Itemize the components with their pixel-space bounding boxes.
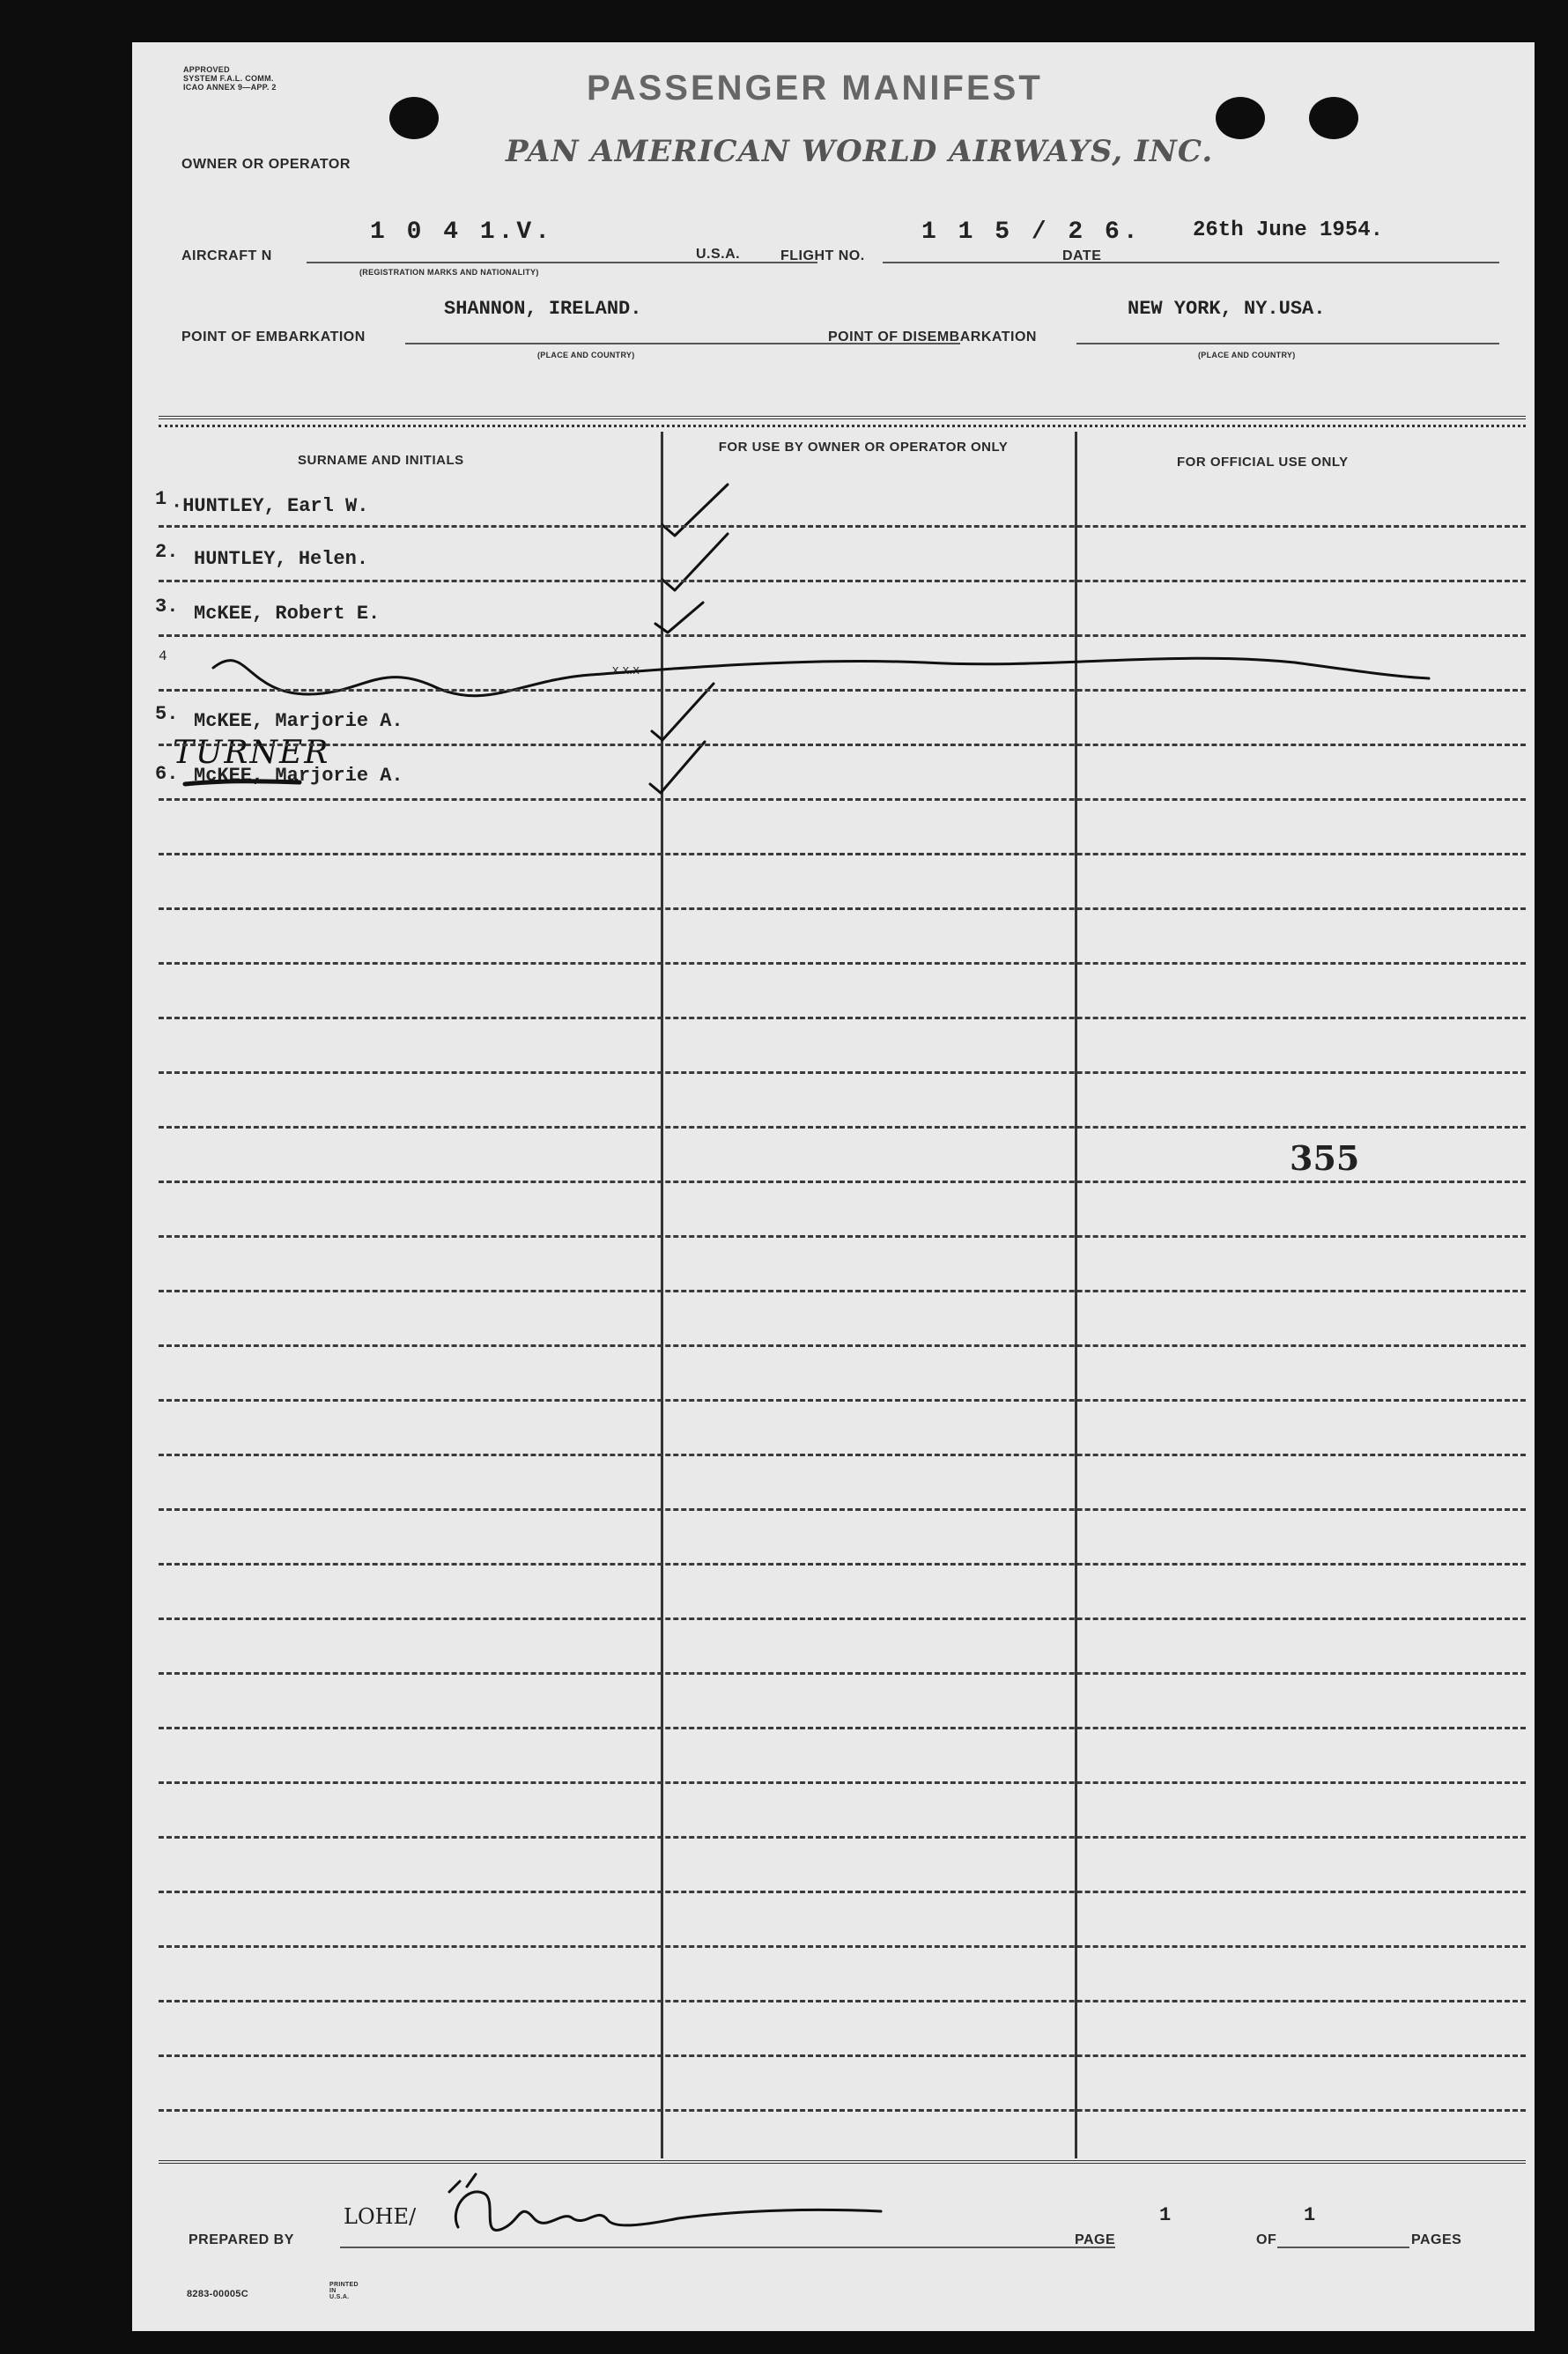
- table-row-line: [159, 1617, 1526, 1620]
- flight-label: FLIGHT NO.: [780, 248, 865, 263]
- page-value: 1: [1159, 2204, 1172, 2226]
- handwritten-correction: TURNER: [173, 735, 330, 771]
- check-mark: [655, 603, 703, 633]
- approval-line: APPROVED: [183, 65, 230, 74]
- owner-label: OWNER OR OPERATOR: [181, 157, 351, 172]
- prepared-label: PREPARED BY: [189, 2232, 294, 2247]
- check-mark: [652, 684, 714, 740]
- date-value: 26th June 1954.: [1193, 218, 1384, 242]
- table-row-line: [159, 907, 1526, 910]
- aircraft-value: 1 0 4 1.V.: [370, 218, 554, 246]
- table-row-line: [159, 1399, 1526, 1402]
- approval-line: ICAO ANNEX 9—APP. 2: [183, 83, 277, 92]
- check-mark: [662, 485, 728, 536]
- owner-value: PAN AMERICAN WORLD AIRWAYS, INC.: [506, 134, 1214, 169]
- table-row-line: [159, 580, 1526, 582]
- check-mark: [650, 742, 705, 793]
- table-row-line: [159, 1071, 1526, 1074]
- page-title: PASSENGER MANIFEST: [587, 69, 1043, 107]
- signature: [455, 2192, 881, 2231]
- table-row-line: [159, 525, 1526, 528]
- passenger-number: 3.: [155, 596, 179, 618]
- date-label: DATE: [1062, 248, 1102, 263]
- table-row-line: [159, 1181, 1526, 1183]
- table-row-line: [159, 2000, 1526, 2002]
- aircraft-label: AIRCRAFT N: [181, 248, 272, 263]
- passenger-number: 6.: [155, 763, 179, 785]
- strike-correction: [185, 781, 300, 784]
- table-row-line: [159, 1126, 1526, 1129]
- of-value: 1: [1304, 2204, 1316, 2226]
- table-row-line: [159, 1563, 1526, 1566]
- table-row-line: [159, 1508, 1526, 1511]
- table-row-line: [159, 798, 1526, 801]
- pages-label: PAGES: [1411, 2232, 1462, 2247]
- passenger-number: 5.: [155, 703, 179, 725]
- table-row-line: [159, 689, 1526, 692]
- prepared-value: LOHE/: [344, 2204, 417, 2229]
- passenger-name: McKEE, Robert E.: [194, 603, 381, 625]
- country-label: U.S.A.: [696, 247, 741, 262]
- table-row-line: [159, 1836, 1526, 1839]
- passenger-name: McKEE, Marjorie A.: [194, 765, 403, 787]
- table-row-line: [159, 1781, 1526, 1784]
- column-header-owner: FOR USE BY OWNER OR OPERATOR ONLY: [718, 440, 1009, 455]
- signature-tick: [449, 2174, 476, 2192]
- passenger-number: 2.: [155, 541, 179, 563]
- table-row-line: [159, 1945, 1526, 1948]
- table-row-line: [159, 1727, 1526, 1729]
- embark-label: POINT OF EMBARKATION: [181, 329, 366, 344]
- table-row-line: [159, 1017, 1526, 1019]
- passenger-name: ·HUNTLEY, Earl W.: [171, 495, 369, 517]
- table-row-line: [159, 1235, 1526, 1238]
- row4-mark: x.x.x: [612, 663, 640, 677]
- disembark-sublabel: (PLACE AND COUNTRY): [1198, 351, 1296, 359]
- of-label: OF: [1256, 2232, 1277, 2247]
- table-row-line: [159, 744, 1526, 746]
- page-label: PAGE: [1075, 2232, 1116, 2247]
- embark-sublabel: (PLACE AND COUNTRY): [537, 351, 635, 359]
- approval-line: SYSTEM F.A.L. COMM.: [183, 74, 274, 83]
- flight-value: 1 1 5 / 2 6.: [921, 218, 1142, 246]
- embark-value: SHANNON, IRELAND.: [444, 298, 642, 320]
- table-row-line: [159, 2054, 1526, 2057]
- passenger-number: 1: [155, 488, 167, 510]
- table-row-line: [159, 2109, 1526, 2112]
- disembark-label: POINT OF DISEMBARKATION: [828, 329, 1037, 344]
- table-row-line: [159, 853, 1526, 855]
- aircraft-sublabel: (REGISTRATION MARKS AND NATIONALITY): [359, 268, 539, 277]
- passenger-name: HUNTLEY, Helen.: [194, 548, 369, 570]
- passenger-number: 4: [159, 648, 167, 664]
- table-row-line: [159, 962, 1526, 965]
- table-row-line: [159, 1290, 1526, 1292]
- table-row-line: [159, 1344, 1526, 1347]
- table-row-line: [159, 1454, 1526, 1456]
- table-row-line: [159, 634, 1526, 637]
- printed-note: PRINTED IN U.S.A.: [329, 2282, 359, 2300]
- passenger-name: McKEE, Marjorie A.: [194, 710, 403, 732]
- form-code: 8283-00005C: [187, 2289, 248, 2299]
- handwriting-overlay: [132, 42, 1535, 2331]
- manifest-paper: [132, 42, 1535, 2331]
- official-number: 355: [1290, 1138, 1360, 1178]
- table-row-line: [159, 1891, 1526, 1893]
- table-row-line: [159, 1672, 1526, 1675]
- column-header-official: FOR OFFICIAL USE ONLY: [1177, 455, 1349, 470]
- column-header-surname: SURNAME AND INITIALS: [298, 453, 464, 468]
- disembark-value: NEW YORK, NY.USA.: [1128, 298, 1326, 320]
